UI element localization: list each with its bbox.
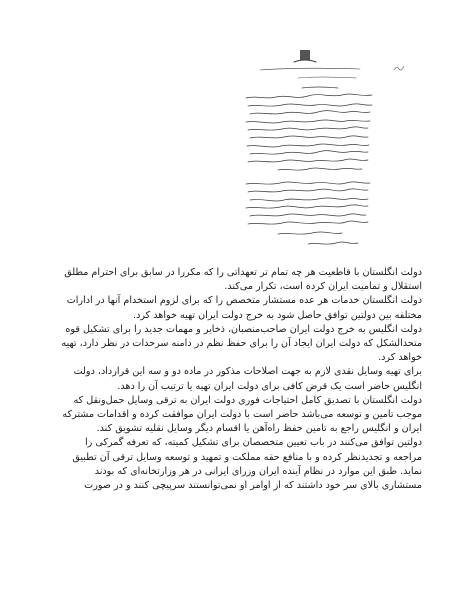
typed-text-block — [56, 266, 422, 493]
handwritten-letter-drawing — [238, 48, 380, 260]
text-paragraph-4: برای تهیه وسایل نقدی لازم به جهت اصلاحات مذکور در ماده دو و سه این قرارداد، دولت انگلیس حاضر است یک قرض کافی برای دولت ایران تهیه یا ترتیب آن را دهد. — [73, 366, 422, 392]
text-paragraph-6: دولتین توافق می‌کنند در باب تعیین متخصصان برای تشکیل کمیته، که تعرفه گمرکی را مراجعه و تجدیدنظر کرده و با منافع حقه مملکت و تمهید و توسعه وسایل ترقی آن تطبیق نماید. طبق این موارد در نظام آینده ایران وزرای ایرانی در هر وزارتخانه‌ای که بودند مستشاری بالای سر خود داشتند که از اوامر او نمی‌توانستند سرپیچی کنند و در صورت — [72, 437, 422, 492]
page-corner-mark — [392, 58, 406, 68]
text-paragraph-5: دولت انگلستان با تصدیق کامل احتیاجات فوری دولت ایران به ترقی وسایل حمل‌ونقل که موجب تامین و توسعه می‌باشد حاضر است با دولت ایران موافقت کرده و اقدامات مشترکه ایران و انگلیس راجع به تامین حفظ راه‌آهن یا اقسام دیگر وسایل نقلیه تشویق کند. — [62, 394, 422, 435]
text-paragraph-3: دولت انگلیس به خرج دولت ایران صاحب‌منصبان، ذخایر و مهمات جدید را برای تشکیل قوه متحدالشکل که دولت ایران ایجاد آن را برای حفظ نظم در دامنه سرحدات در نظر دارد، تهیه خواهد کرد. — [61, 323, 422, 364]
text-paragraph-2: دولت انگلستان خدمات هر عده مستشار متخصص را که برای لزوم استخدام آنها در ادارات مختلفه بین دولتین توافق حاصل شود به خرج دولت ایران تهیه خواهد کرد. — [66, 295, 422, 321]
text-paragraph-1: دولت انگلستان با قاطعیت هر چه تمام تر تعهداتی را که مکررا در سابق برای احترام مطلق استقلال و تمامیت ایران کرده است، تکرار می‌کند. — [64, 267, 422, 293]
handwritten-letter-image — [238, 48, 380, 260]
